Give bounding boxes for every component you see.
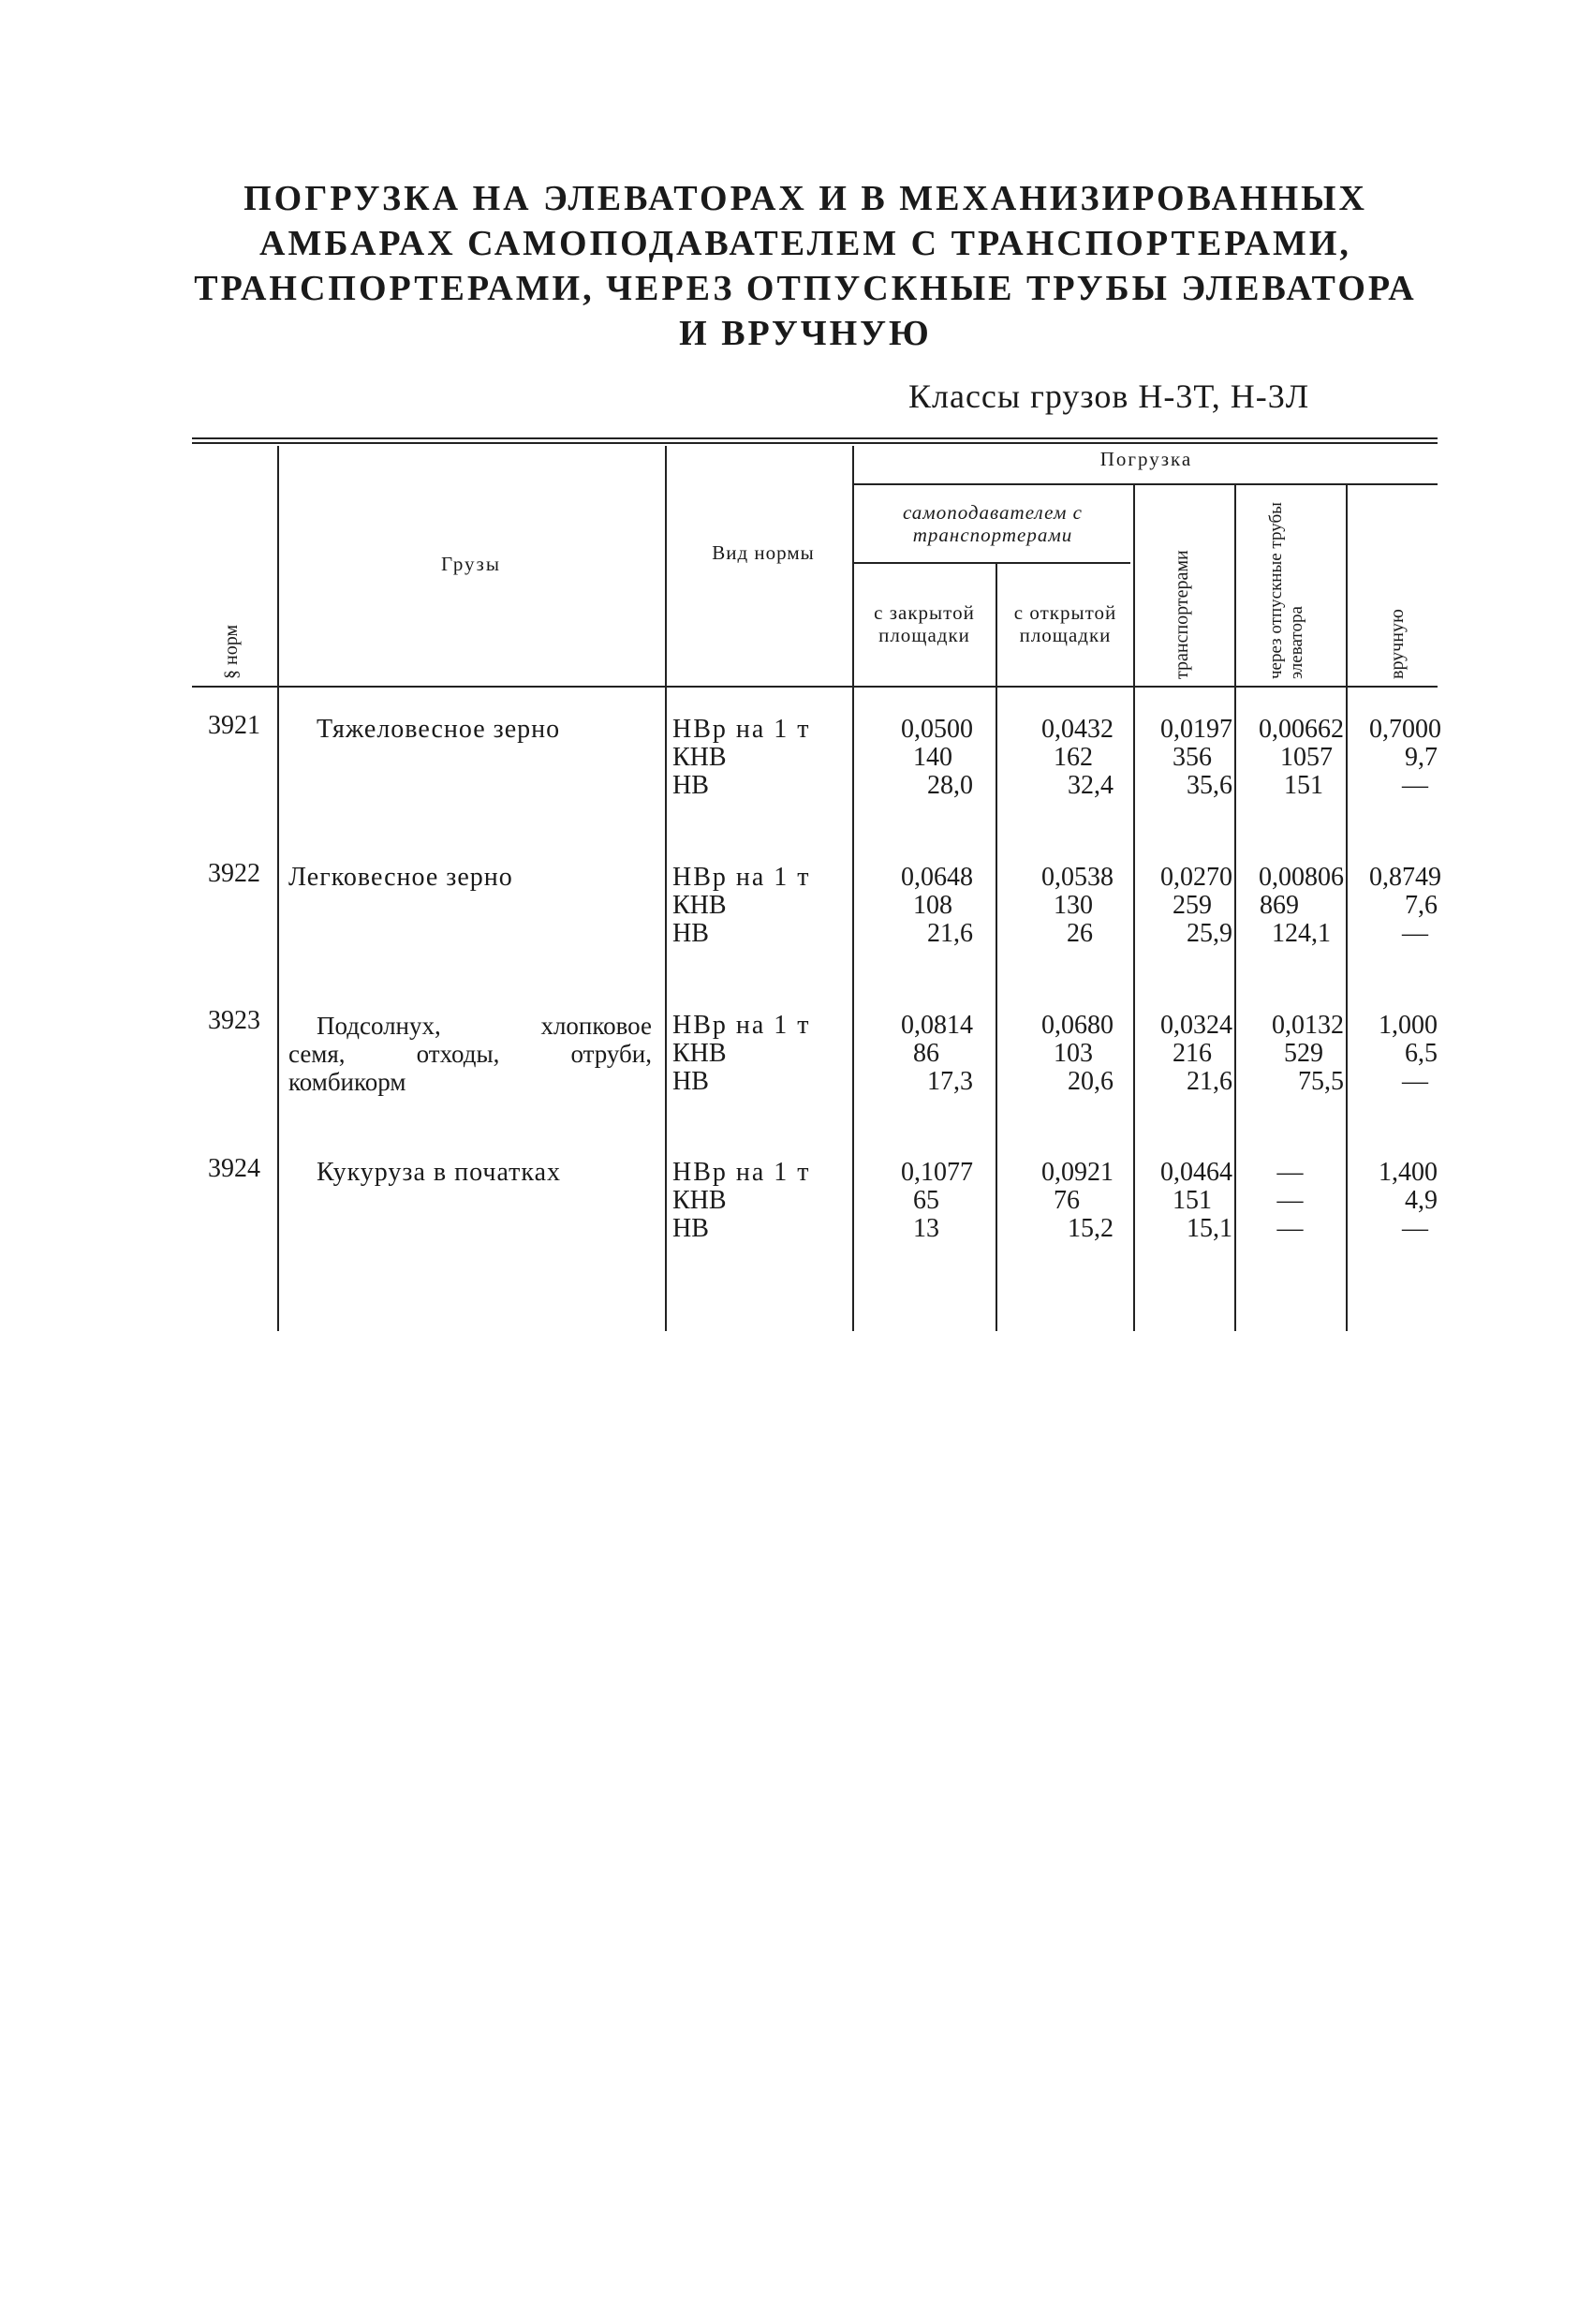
norm-types bbox=[672, 1159, 811, 1243]
title-line: АМБАРАХ САМОПОДАВАТЕЛЕМ С ТРАНСПОРТЕРАМИ, bbox=[259, 224, 1351, 263]
value: — bbox=[1402, 1067, 1428, 1096]
value: 4,9 bbox=[1405, 1186, 1438, 1215]
value: 0,0197 bbox=[1160, 715, 1232, 744]
cargo-line: семя, отходы, отруби, bbox=[288, 1040, 652, 1068]
value: 0,1077 bbox=[901, 1158, 973, 1187]
header-open-area: с открытой площадки bbox=[1013, 601, 1117, 646]
pipe-values bbox=[1236, 1159, 1344, 1243]
norm-type: НВр на 1 т bbox=[672, 863, 811, 892]
value: 0,0432 bbox=[1041, 715, 1114, 744]
value: 15,2 bbox=[1068, 1214, 1114, 1243]
norm-type: НВр на 1 т bbox=[672, 1011, 811, 1040]
open-values bbox=[997, 716, 1114, 800]
value: 529 bbox=[1284, 1039, 1323, 1068]
value: 0,0648 bbox=[901, 863, 973, 892]
header-norm-no: § норм bbox=[221, 624, 242, 679]
conveyor-values bbox=[1135, 1012, 1232, 1096]
value: 0,0814 bbox=[901, 1011, 973, 1040]
value: — bbox=[1276, 1214, 1304, 1243]
value: 76 bbox=[1054, 1186, 1080, 1215]
value: 1,000 bbox=[1379, 1011, 1438, 1040]
table-top-rule bbox=[192, 437, 1438, 439]
value: 9,7 bbox=[1405, 743, 1438, 772]
manual-values bbox=[1348, 716, 1441, 800]
norm-type: КНВ bbox=[672, 1186, 727, 1215]
cargo-line: комбикорм bbox=[288, 1068, 406, 1096]
self-feeder-rule bbox=[854, 562, 1130, 564]
norm-types bbox=[672, 716, 811, 800]
value: 0,00806 bbox=[1259, 863, 1344, 892]
value: 0,7000 bbox=[1369, 715, 1441, 744]
cargo-line: Тяжеловесное зерно bbox=[317, 715, 561, 744]
norm-type: НВ bbox=[672, 1214, 709, 1243]
norm-type: КНВ bbox=[672, 1039, 727, 1068]
norm-type: НВр на 1 т bbox=[672, 1158, 811, 1187]
pipe-values bbox=[1236, 1012, 1344, 1096]
value: 130 bbox=[1054, 891, 1093, 920]
value: 259 bbox=[1173, 891, 1212, 920]
norm-types bbox=[672, 1012, 811, 1096]
header-bottom-rule bbox=[192, 686, 1438, 688]
norm-type: НВ bbox=[672, 919, 709, 948]
cargo-line: Легковесное зерно bbox=[288, 863, 513, 892]
header-loading: Погрузка bbox=[1099, 448, 1193, 470]
page-title bbox=[150, 176, 1461, 356]
value: 25,9 bbox=[1187, 919, 1232, 948]
pipe-values bbox=[1236, 864, 1344, 948]
value: 0,0921 bbox=[1041, 1158, 1114, 1187]
value: 32,4 bbox=[1068, 771, 1114, 800]
value: — bbox=[1276, 1186, 1304, 1215]
value: — bbox=[1402, 771, 1428, 800]
value: 20,6 bbox=[1068, 1067, 1114, 1096]
value: 0,0132 bbox=[1272, 1011, 1344, 1040]
closed-values bbox=[856, 1012, 973, 1096]
closed-values bbox=[856, 716, 973, 800]
value: 21,6 bbox=[927, 919, 973, 948]
row-number: 3923 bbox=[208, 1006, 260, 1035]
manual-values bbox=[1348, 864, 1441, 948]
header-closed-area: с закрытой площадки bbox=[874, 601, 975, 646]
value: 28,0 bbox=[927, 771, 973, 800]
value: 17,3 bbox=[927, 1067, 973, 1096]
conveyor-values bbox=[1135, 864, 1232, 948]
header-norm-type: Вид нормы bbox=[712, 541, 815, 564]
col-rule-3 bbox=[852, 446, 854, 1331]
cargo-line: Кукуруза в початках bbox=[317, 1158, 562, 1187]
title-line: ПОГРУЗКА НА ЭЛЕВАТОРАХ И В МЕХАНИЗИРОВАННЫХ bbox=[243, 179, 1367, 218]
value: 0,0270 bbox=[1160, 863, 1232, 892]
value: 0,0324 bbox=[1160, 1011, 1232, 1040]
header-manual: вручную bbox=[1387, 609, 1408, 679]
title-line: ТРАНСПОРТЕРАМИ, ЧЕРЕЗ ОТПУСКНЫЕ ТРУБЫ ЭЛЕВАТОРА bbox=[194, 269, 1417, 308]
value: 151 bbox=[1173, 1186, 1212, 1215]
norm-type: НВ bbox=[672, 771, 709, 800]
open-values bbox=[997, 1159, 1114, 1243]
cargo-name bbox=[317, 1159, 561, 1187]
norm-type: КНВ bbox=[672, 743, 727, 772]
value: 869 bbox=[1260, 891, 1299, 920]
header-conveyors: транспортерами bbox=[1172, 550, 1192, 679]
value: 103 bbox=[1054, 1039, 1093, 1068]
value: 21,6 bbox=[1187, 1067, 1232, 1096]
value: 26 bbox=[1067, 919, 1093, 948]
value: 0,0680 bbox=[1041, 1011, 1114, 1040]
manual-values bbox=[1348, 1159, 1441, 1243]
open-values bbox=[997, 1012, 1114, 1096]
value: 1057 bbox=[1280, 743, 1333, 772]
norm-type: НВ bbox=[672, 1067, 709, 1096]
table-top-rule-2 bbox=[192, 442, 1438, 444]
value: — bbox=[1402, 919, 1428, 948]
cargo-line: Подсолнух, хлопковое bbox=[317, 1012, 652, 1040]
value: 0,0538 bbox=[1041, 863, 1114, 892]
closed-values bbox=[856, 1159, 973, 1243]
value: — bbox=[1276, 1158, 1304, 1187]
header-release-pipes bbox=[1266, 501, 1307, 679]
row-number: 3921 bbox=[208, 711, 260, 740]
cargo-classes: Классы грузов Н-3Т, Н-3Л bbox=[908, 377, 1310, 415]
value: — bbox=[1402, 1214, 1428, 1243]
header-cargo: Грузы bbox=[441, 553, 501, 575]
conveyor-values bbox=[1135, 716, 1232, 800]
value: 35,6 bbox=[1187, 771, 1232, 800]
value: 216 bbox=[1173, 1039, 1212, 1068]
value: 65 bbox=[913, 1186, 939, 1215]
value: 75,5 bbox=[1298, 1067, 1344, 1096]
row-number: 3924 bbox=[208, 1154, 260, 1183]
cargo-name bbox=[288, 1012, 652, 1096]
norm-type: НВр на 1 т bbox=[672, 715, 811, 744]
cargo-name bbox=[288, 864, 513, 892]
value: 0,00662 bbox=[1259, 715, 1344, 744]
norm-type: КНВ bbox=[672, 891, 727, 920]
manual-values bbox=[1348, 1012, 1441, 1096]
value: 13 bbox=[913, 1214, 939, 1243]
conveyor-values bbox=[1135, 1159, 1232, 1243]
col-rule-1 bbox=[277, 446, 279, 1331]
loading-rule bbox=[854, 483, 1438, 485]
value: 162 bbox=[1054, 743, 1093, 772]
value: 0,0500 bbox=[901, 715, 973, 744]
open-values bbox=[997, 864, 1114, 948]
value: 151 bbox=[1284, 771, 1323, 800]
title-line: И ВРУЧНУЮ bbox=[679, 314, 932, 353]
row-number: 3922 bbox=[208, 859, 260, 888]
value: 86 bbox=[913, 1039, 939, 1068]
value: 124,1 bbox=[1272, 919, 1331, 948]
value: 108 bbox=[913, 891, 952, 920]
value: 1,400 bbox=[1379, 1158, 1438, 1187]
value: 15,1 bbox=[1187, 1214, 1232, 1243]
closed-values bbox=[856, 864, 973, 948]
value: 6,5 bbox=[1405, 1039, 1438, 1068]
value: 0,8749 bbox=[1369, 863, 1441, 892]
value: 140 bbox=[913, 743, 952, 772]
value: 0,0464 bbox=[1160, 1158, 1232, 1187]
pipe-values bbox=[1236, 716, 1344, 800]
col-rule-2 bbox=[665, 446, 667, 1331]
header-release-pipes-text: через отпускные трубы элеватора bbox=[1266, 502, 1306, 679]
header-self-feeder: самоподавателем с транспортерами bbox=[903, 501, 1083, 546]
norm-types bbox=[672, 864, 811, 948]
value: 356 bbox=[1173, 743, 1212, 772]
value: 7,6 bbox=[1405, 891, 1438, 920]
cargo-name bbox=[317, 716, 560, 744]
